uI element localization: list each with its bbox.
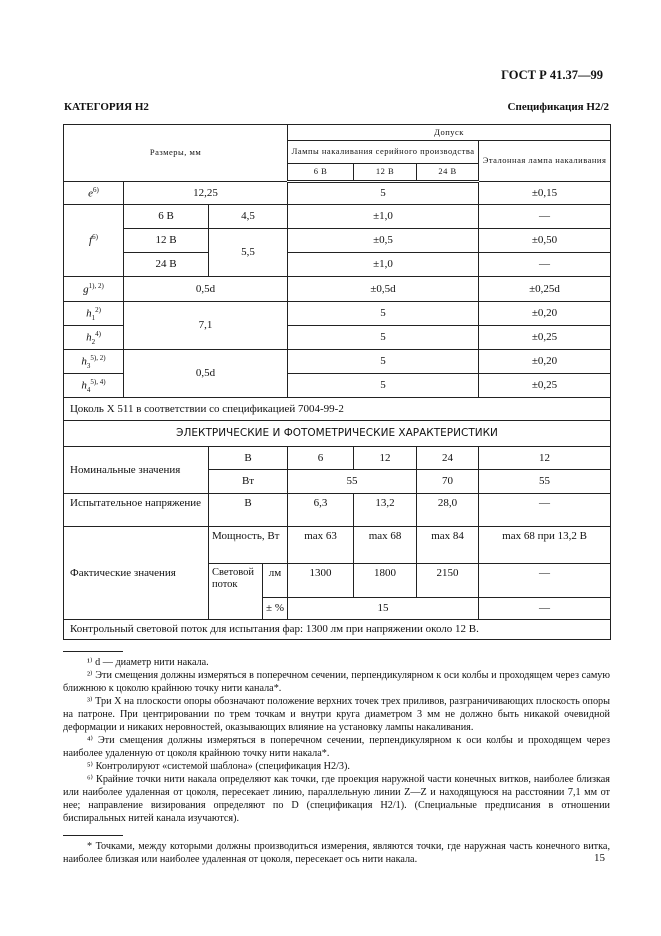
voltage: 24 В bbox=[124, 253, 209, 277]
value: 12 bbox=[354, 447, 417, 470]
unit: ± % bbox=[263, 598, 288, 620]
standard-number: ГОСТ Р 41.37—99 bbox=[501, 68, 603, 82]
value: 24 bbox=[417, 447, 479, 470]
dim-value: 5,5 bbox=[209, 229, 288, 277]
value: — bbox=[479, 494, 611, 527]
row-label-h1: $h_1^{2)}$ bbox=[64, 302, 124, 326]
tol-value: ±1,0 bbox=[288, 253, 479, 277]
ref-value: ±0,25 bbox=[479, 374, 611, 398]
category-title: КАТЕГОРИЯ Н2 bbox=[64, 101, 149, 113]
tol-value: ±1,0 bbox=[288, 205, 479, 229]
value: 28,0 bbox=[417, 494, 479, 527]
ref-value: ±0,50 bbox=[479, 229, 611, 253]
value: 15 bbox=[288, 598, 479, 620]
control-note: Контрольный световой поток для испытания фар: 1300 лм при напряжении около 12 В. bbox=[64, 620, 611, 640]
tol-value: ±0,5d bbox=[288, 277, 479, 302]
dim-value: 7,1 bbox=[124, 302, 288, 350]
footnote: ²⁾ Эти смещения должны измеряться в поперечном сечении, перпендикулярном к оси колбы и проходящем через самую ближнюю к цоколю крайнюю точку нити канала*. bbox=[63, 670, 610, 694]
elec-title: ЭЛЕКТРИЧЕСКИЕ И ФОТОМЕТРИЧЕСКИЕ ХАРАКТЕРИСТИКИ bbox=[64, 421, 611, 447]
unit: В bbox=[209, 494, 288, 527]
header-6v: 6 В bbox=[288, 164, 354, 182]
tol-value: 5 bbox=[288, 302, 479, 326]
value: 1800 bbox=[354, 564, 417, 598]
value: 12 bbox=[479, 447, 611, 470]
cap-note: Цоколь X 511 в соответствии со спецификацией 7004-99-2 bbox=[64, 398, 611, 421]
unit: В bbox=[209, 447, 288, 470]
dim-value: 0,5d bbox=[124, 350, 288, 398]
ref-value: ±0,25d bbox=[479, 277, 611, 302]
value: max 68 при 13,2 В bbox=[479, 527, 611, 564]
dim-value: 12,25 bbox=[124, 182, 288, 205]
page-number: 15 bbox=[594, 852, 605, 864]
footnote: ⁴⁾ Эти смещения должны измеряться в поперечном сечении, перпендикулярном к оси колбы и проходящем через наиболее удаленную от цоколя крайнюю точку нити накала*. bbox=[63, 735, 610, 759]
value: — bbox=[479, 564, 611, 598]
test-voltage-label: Испытательное напряжение bbox=[64, 494, 209, 527]
dim-value: 0,5d bbox=[124, 277, 288, 302]
divider bbox=[63, 651, 123, 652]
value: 13,2 bbox=[354, 494, 417, 527]
footnotes bbox=[63, 651, 610, 866]
ref-value: ±0,25 bbox=[479, 326, 611, 350]
value: 6 bbox=[288, 447, 354, 470]
voltage: 6 В bbox=[124, 205, 209, 229]
row-label-e: $e^{6)}$ bbox=[64, 182, 124, 205]
value: max 84 bbox=[417, 527, 479, 564]
tol-value: 5 bbox=[288, 326, 479, 350]
header-reference: Эталонная лампа накаливания bbox=[479, 141, 611, 182]
spec-title: Спецификация Н2/2 bbox=[507, 101, 609, 113]
star-footnote: * Точками, между которыми должны производиться измерения, являются точки, где наружная часть конечного витка, наиболее близкая или наиболее удаленная от цоколя, пересекает ось нити накала. bbox=[63, 841, 610, 865]
voltage: 12 В bbox=[124, 229, 209, 253]
value: max 63 bbox=[288, 527, 354, 564]
row-label-h3: $h_3^{5), 2)}$ bbox=[64, 350, 124, 374]
header-serial: Лампы накаливания серийного производства bbox=[288, 141, 479, 164]
footnote: ¹⁾ d — диаметр нити накала. bbox=[87, 657, 209, 668]
ref-value: — bbox=[479, 205, 611, 229]
header-dimensions: Размеры, мм bbox=[64, 125, 288, 182]
dim-value: 4,5 bbox=[209, 205, 288, 229]
header-12v: 12 В bbox=[354, 164, 417, 182]
value: max 68 bbox=[354, 527, 417, 564]
footnote: ⁵⁾ Контролируют «системой шаблона» (спецификация Н2/3). bbox=[87, 761, 350, 772]
nominal-label: Номинальные значения bbox=[64, 447, 209, 494]
tol-value: 5 bbox=[288, 350, 479, 374]
value: — bbox=[479, 598, 611, 620]
flux-label: Световой поток bbox=[209, 564, 263, 620]
spec-table bbox=[63, 124, 611, 640]
ref-value: ±0,20 bbox=[479, 302, 611, 326]
value: 70 bbox=[417, 470, 479, 494]
value: 55 bbox=[288, 470, 417, 494]
ref-value: ±0,15 bbox=[479, 182, 611, 205]
value: 55 bbox=[479, 470, 611, 494]
header-tolerance: Допуск bbox=[288, 125, 611, 141]
tol-value: ±0,5 bbox=[288, 229, 479, 253]
ref-value: — bbox=[479, 253, 611, 277]
value: 6,3 bbox=[288, 494, 354, 527]
ref-value: ±0,20 bbox=[479, 350, 611, 374]
footnote: ⁶⁾ Крайние точки нити накала определяют как точки, где проекция наружной части конечных витков, наиболее близкая или наиболее удаленная от цоколя, пересекает линию, параллельную линии Z—Z и находящуюся на расстоянии 7,1 мм от нее; направление визирования определяют по D (спецификация Н2/1). (Специальные предписания в отношении биспиральных нитей канала изучаются). bbox=[63, 774, 610, 824]
tol-value: 5 bbox=[288, 374, 479, 398]
row-label-h2: $h_2^{4)}$ bbox=[64, 326, 124, 350]
value: 1300 bbox=[288, 564, 354, 598]
power-label: Мощность, Вт bbox=[209, 527, 288, 564]
footnote: ³⁾ Три X на плоскости опоры обозначают положение верхних точек трех приливов, разграничивающих плоскость опоры на патроне. При центрировании по трем точкам и внутри круга диаметром 3 мм не должно быть никакой очевидной деформации и никаких неровностей, оказывающих влияние на установку лампы накаливания. bbox=[63, 696, 610, 733]
row-label-f: $f^{6)}$ bbox=[64, 205, 124, 277]
row-label-g: $g^{1), 2)}$ bbox=[64, 277, 124, 302]
actual-label: Фактические значения bbox=[64, 527, 209, 620]
value: 2150 bbox=[417, 564, 479, 598]
header-24v: 24 В bbox=[417, 164, 479, 182]
row-label-h4: $h_4^{5), 4)}$ bbox=[64, 374, 124, 398]
divider bbox=[63, 835, 123, 836]
unit: Вт bbox=[209, 470, 288, 494]
unit: лм bbox=[263, 564, 288, 598]
tol-value: 5 bbox=[288, 182, 479, 205]
